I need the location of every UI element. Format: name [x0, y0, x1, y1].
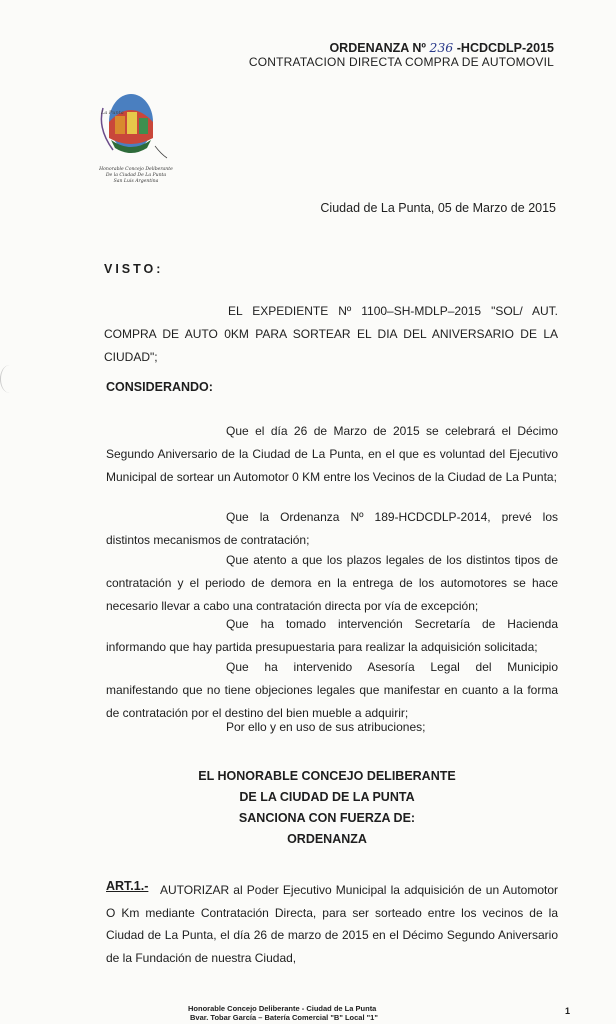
footer-line: Bvar. Tobar García – Batería Comercial "B" Local "1" — [190, 1013, 378, 1022]
considerando-paragraph: Que ha intervenido Asesoría Legal del Municipio manifestando que no tiene objeciones legales que manifestar en cuanto a la forma de contratación por el destino del bien mueble a adquirir; — [106, 660, 558, 720]
ordinance-subtitle: CONTRATACION DIRECTA COMPRA DE AUTOMOVIL — [248, 55, 554, 69]
considerando-paragraph: Por ello y en uso de sus atribuciones; — [226, 720, 426, 734]
considerando-paragraph: Que el día 26 de Marzo de 2015 se celebrará el Décimo Segundo Aniversario de la Ciudad de La Punta, en el que es voluntad del Ejecutivo Municipal de sortear un Automotor 0 KM entre los Vecinos de la Ciudad de La Punta; — [106, 424, 558, 484]
logo-caption — [96, 167, 176, 185]
ordinance-title — [329, 40, 554, 55]
logo-caption-line: De la Ciudad De La Punta — [105, 173, 167, 178]
ordenanza-heading: ORDENANZA — [287, 832, 367, 846]
considerando-paragraph: Que ha tomado intervención Secretaría de Hacienda informando que hay partida presupuestaria para realizar la adquisición solicitada; — [106, 617, 558, 654]
svg-text:La Punta: La Punta — [101, 110, 124, 116]
page-number: 1 — [565, 1006, 571, 1016]
ordinance-prefix: ORDENANZA Nº — [329, 41, 426, 55]
article-label: ART.1.- — [106, 879, 149, 893]
ordinance-suffix: -HCDCDLP-2015 — [456, 41, 554, 55]
ordinance-number: 236 — [429, 40, 454, 55]
visto-heading: VISTO: — [104, 262, 164, 276]
article-text — [106, 879, 558, 969]
date-line: Ciudad de La Punta, 05 de Marzo de 2015 — [320, 201, 556, 215]
logo-caption-line: Honorable Concejo Deliberante — [99, 167, 173, 172]
punch-hole-mark — [0, 365, 19, 393]
sanciona-line: EL HONORABLE CONCEJO DELIBERANTE — [198, 769, 456, 783]
sanciona-line: DE LA CIUDAD DE LA PUNTA — [239, 790, 415, 804]
considerando-heading: CONSIDERANDO: — [106, 380, 213, 394]
logo-caption-line: San Luis Argentina — [113, 179, 159, 184]
article-body: AUTORIZAR al Poder Ejecutivo Municipal la adquisición de un Automotor O Km mediante Contratación Directa, para ser sorteado entre los vecinos de la Ciudad de La Punta, el día 26 de marzo de 2015 en el Décimo Segundo Aniversario de la Fundación de nuestra Ciudad, — [106, 883, 558, 965]
considerando-paragraph: Que atento a que los plazos legales de los distintos tipos de contratación y el periodo de demora en la entrega de los automotores se hace necesario llevar a cabo una contratación directa por vía de excepción; — [106, 553, 558, 613]
visto-text: EL EXPEDIENTE Nº 1100–SH-MDLP–2015 "SOL/ AUT. COMPRA DE AUTO 0KM PARA SORTEAR EL DIA DEL ANIVERSARIO DE LA CIUDAD"; — [104, 304, 558, 364]
footer-line: Honorable Concejo Deliberante - Ciudad de La Punta — [188, 1004, 377, 1013]
considerando-paragraph: Que la Ordenanza Nº 189-HCDCDLP-2014, prevé los distintos mecanismos de contratación; — [106, 510, 558, 547]
sanciona-line: SANCIONA CON FUERZA DE: — [238, 811, 416, 825]
